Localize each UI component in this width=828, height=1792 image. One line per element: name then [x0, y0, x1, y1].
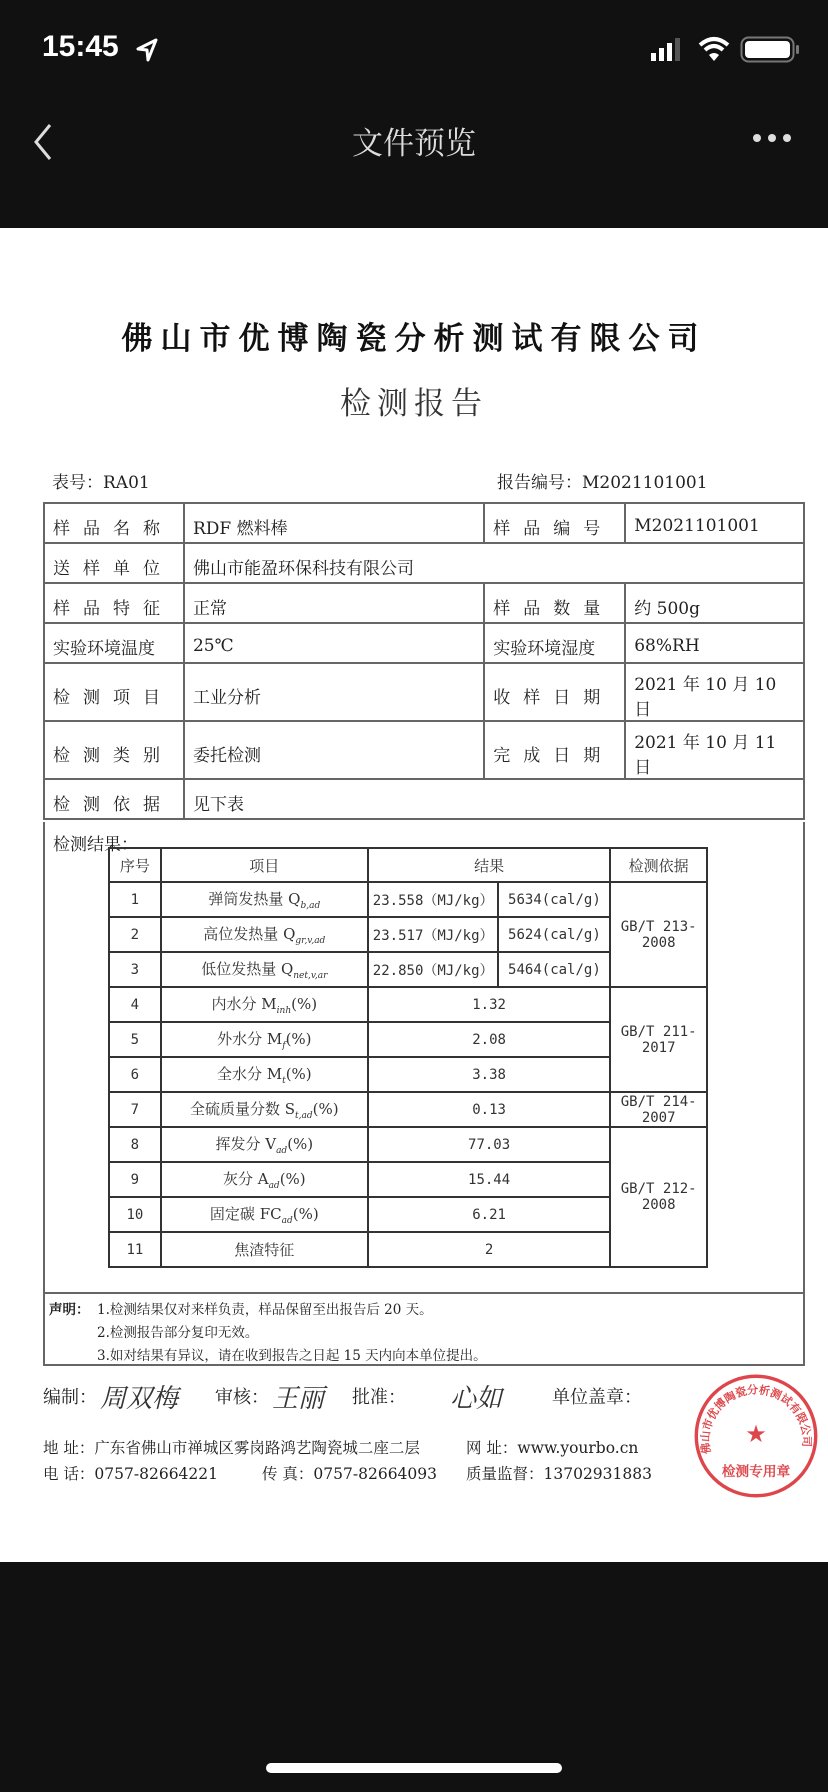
item-unit: (%) [312, 1100, 339, 1118]
row-number: 2 [109, 917, 161, 952]
item-name: 弹筒发热量 Q [208, 890, 301, 908]
item-name: 外水分 M [217, 1030, 283, 1048]
item-name: 全硫质量分数 S [190, 1100, 296, 1118]
result-cal: 5624(cal/g) [498, 917, 610, 952]
table-row [44, 583, 804, 623]
standard: GB/T 212-2008 [610, 1127, 707, 1267]
item-unit: (%) [287, 1135, 314, 1153]
item-subscript: ad [276, 1146, 288, 1156]
row-item [161, 1057, 368, 1092]
more-options-icon[interactable] [752, 132, 792, 144]
value: M2021101001 [625, 503, 804, 543]
label: 收样日期 [484, 663, 625, 721]
result-cal: 5634(cal/g) [498, 882, 610, 917]
row-number: 6 [109, 1057, 161, 1092]
company-name: 佛山市优博陶瓷分析测试有限公司 [121, 321, 707, 357]
item-name: 焦渣特征 [234, 1241, 295, 1259]
row-item [161, 1232, 368, 1267]
result-value: 77.03 [368, 1127, 611, 1162]
label: 检测依据 [44, 779, 184, 819]
status-time: 15:45 [42, 30, 119, 63]
item-name: 挥发分 V [215, 1135, 277, 1153]
header-standard: 检测依据 [610, 848, 707, 882]
row-number: 1 [109, 882, 161, 917]
header-no: 序号 [109, 848, 161, 882]
fax: 传 真：0757-82664093 [262, 1465, 438, 1483]
compiled-signature: 周双梅 [100, 1384, 179, 1414]
declaration-item: 3.如对结果有异议，请在收到报告之日起 15 天内向本单位提出。 [97, 1348, 487, 1364]
declaration-label: 声明： [49, 1302, 90, 1318]
header-result: 结果 [368, 848, 611, 882]
value: 正常 [184, 583, 484, 623]
row-number: 3 [109, 952, 161, 987]
value: 68%RH [625, 623, 804, 663]
value: 委托检测 [184, 721, 484, 779]
website: 网 址：www.yourbo.cn [466, 1439, 639, 1457]
table-row [44, 663, 804, 721]
row-item [161, 1197, 368, 1232]
label: 实验环境温度 [44, 623, 184, 663]
quality-hotline: 质量监督：13702931883 [466, 1465, 652, 1483]
row-item [161, 917, 368, 952]
item-subscript: ad [281, 1216, 293, 1226]
result-cal: 5464(cal/g) [498, 952, 610, 987]
battery-icon [740, 36, 802, 64]
item-subscript: ad [268, 1181, 280, 1191]
item-subscript: f [282, 1041, 286, 1051]
declaration-item: 2.检测报告部分复印无效。 [97, 1325, 259, 1341]
label: 送样单位 [44, 543, 184, 583]
value: 2021 年 10 月 10 日 [625, 663, 804, 721]
result-mj: 23.517（MJ/kg） [368, 917, 499, 952]
result-value: 15.44 [368, 1162, 611, 1197]
table-header-row [109, 848, 707, 882]
item-subscript: b,ad [300, 901, 321, 911]
results-table [108, 847, 708, 1268]
result-mj: 22.850（MJ/kg） [368, 952, 499, 987]
form-number: 表号：RA01 [52, 473, 150, 493]
label: 样品数量 [484, 583, 625, 623]
approved-label: 批准： [352, 1387, 406, 1408]
table-row [44, 721, 804, 779]
item-unit: (%) [279, 1170, 306, 1188]
location-arrow-icon [136, 38, 158, 62]
results-label: 检测结果： [53, 835, 138, 855]
result-value: 6.21 [368, 1197, 611, 1232]
item-name: 低位发热量 Q [201, 960, 294, 978]
bottom-bar [0, 1562, 828, 1792]
sample-info-table [43, 502, 805, 820]
stamp-star: ★ [745, 1419, 767, 1448]
row-item [161, 882, 368, 917]
standard: GB/T 214-2007 [610, 1092, 707, 1127]
value: 工业分析 [184, 663, 484, 721]
row-item [161, 1092, 368, 1127]
standard: GB/T 213-2008 [610, 882, 707, 987]
result-value: 3.38 [368, 1057, 611, 1092]
label: 检测项目 [44, 663, 184, 721]
item-name: 灰分 A [222, 1170, 269, 1188]
table-row [109, 987, 707, 1022]
status-bar [0, 0, 828, 100]
row-number: 7 [109, 1092, 161, 1127]
row-number: 11 [109, 1232, 161, 1267]
stamp-center-text: 检测专用章 [721, 1464, 791, 1481]
reviewed-signature: 王丽 [272, 1384, 325, 1414]
table-row [44, 503, 804, 543]
row-number: 9 [109, 1162, 161, 1197]
value: 佛山市能盈环保科技有限公司 [184, 543, 804, 583]
item-subscript: inh [276, 1006, 292, 1016]
nav-bar [0, 100, 828, 228]
value: RDF 燃料棒 [184, 503, 484, 543]
label: 样品特征 [44, 583, 184, 623]
home-indicator[interactable] [266, 1763, 562, 1773]
phone: 电 话：0757-82664221 [43, 1465, 219, 1483]
label: 完成日期 [484, 721, 625, 779]
row-item [161, 1162, 368, 1197]
report-number: 报告编号：M2021101001 [497, 473, 708, 493]
row-item [161, 1022, 368, 1057]
label: 样品编号 [484, 503, 625, 543]
table-row [109, 882, 707, 917]
report-title: 检测报告 [340, 386, 488, 422]
declaration-item: 1.检测结果仅对来样负责，样品保留至出报告后 20 天。 [97, 1302, 433, 1318]
value: 约 500g [625, 583, 804, 623]
item-unit: (%) [291, 995, 318, 1013]
row-item [161, 987, 368, 1022]
value: 2021 年 10 月 11 日 [625, 721, 804, 779]
row-item [161, 952, 368, 987]
official-stamp [692, 1372, 820, 1500]
item-unit: (%) [292, 1205, 319, 1223]
declaration [43, 1294, 805, 1366]
item-name: 内水分 M [211, 995, 277, 1013]
result-value: 2 [368, 1232, 611, 1267]
item-subscript: gr,v,ad [295, 936, 326, 946]
result-value: 0.13 [368, 1092, 611, 1127]
label: 实验环境湿度 [484, 623, 625, 663]
result-mj: 23.558（MJ/kg） [368, 882, 499, 917]
label: 检测类别 [44, 721, 184, 779]
seal-label: 单位盖章： [552, 1387, 642, 1408]
label: 样品名称 [44, 503, 184, 543]
item-unit: (%) [285, 1065, 312, 1083]
compiled-label: 编制： [43, 1387, 97, 1408]
wifi-icon [698, 36, 730, 62]
item-subscript: t [282, 1076, 286, 1086]
nav-title: 文件预览 [352, 126, 476, 162]
table-row [44, 543, 804, 583]
standard: GB/T 211-2017 [610, 987, 707, 1092]
table-row [44, 623, 804, 663]
stamp-ring-text: 佛山市优博陶瓷分析测试有限公司 [698, 1383, 814, 1455]
value: 见下表 [184, 779, 804, 819]
item-name: 固定碳 FC [209, 1205, 282, 1223]
item-name: 全水分 M [216, 1065, 283, 1083]
row-number: 4 [109, 987, 161, 1022]
item-unit: (%) [285, 1030, 312, 1048]
result-value: 2.08 [368, 1022, 611, 1057]
row-number: 5 [109, 1022, 161, 1057]
value: 25℃ [184, 623, 484, 663]
item-subscript: t,ad [295, 1111, 313, 1121]
table-row [109, 1127, 707, 1162]
address: 地 址：广东省佛山市禅城区雾岗路鸿艺陶瓷城二座二层 [43, 1439, 420, 1457]
table-row [44, 779, 804, 819]
item-name: 高位发热量 Q [203, 925, 296, 943]
table-row [109, 1092, 707, 1127]
row-number: 10 [109, 1197, 161, 1232]
header-item: 项目 [161, 848, 368, 882]
result-value: 1.32 [368, 987, 611, 1022]
approved-signature: 心如 [450, 1384, 503, 1414]
row-item [161, 1127, 368, 1162]
signal-icon [649, 36, 687, 62]
reviewed-label: 审核： [215, 1387, 269, 1408]
row-number: 8 [109, 1127, 161, 1162]
item-subscript: net,v,ar [293, 971, 328, 981]
